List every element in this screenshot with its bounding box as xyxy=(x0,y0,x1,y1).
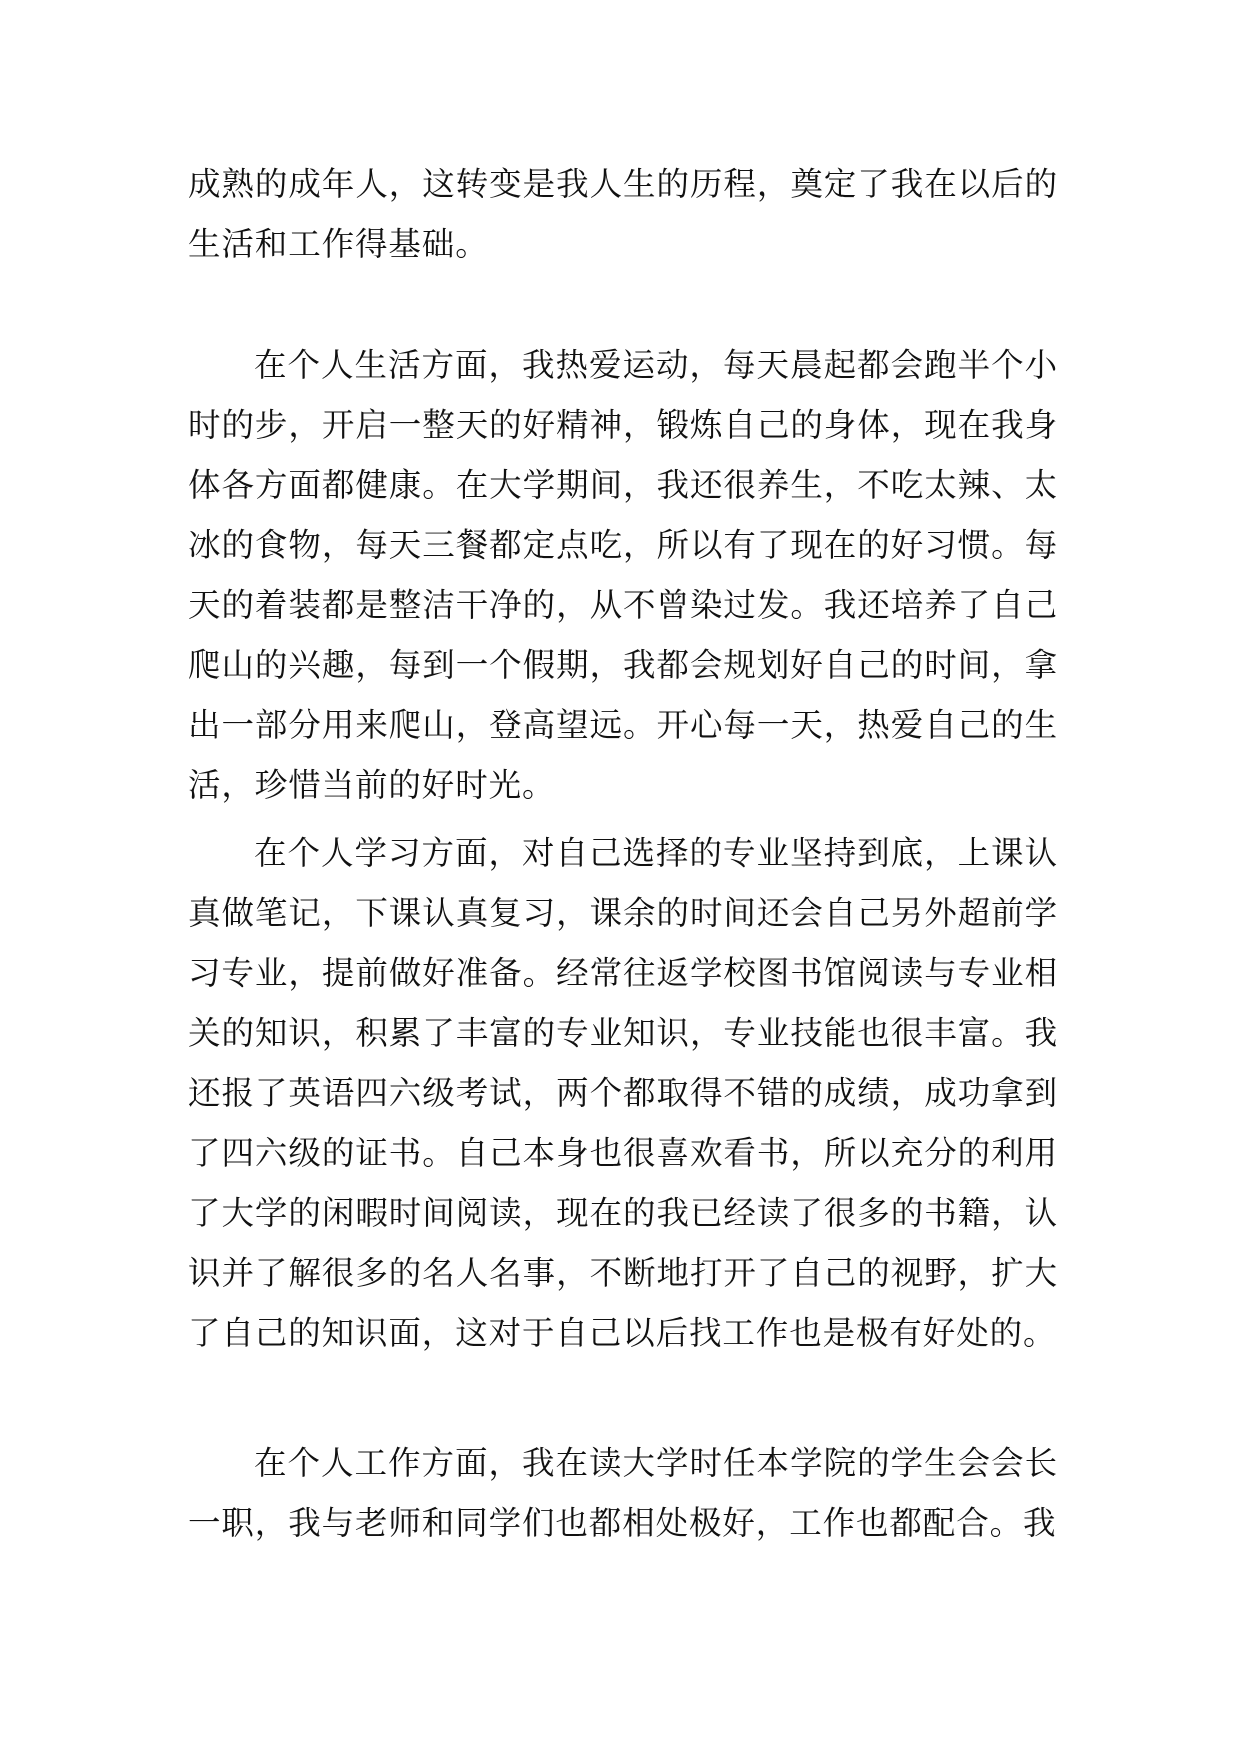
paragraph-personal-work: 在个人工作方面，我在读大学时任本学院的学生会会长一职，我与老师和同学们也都相处极好，工作也都配合。我 xyxy=(188,1444,1058,1542)
paragraph-personal-study: 在个人学习方面，对自己选择的专业坚持到底，上课认真做笔记，下课认真复习，课余的时间还会自己另外超前学习专业，提前做好准备。经常往返学校图书馆阅读与专业相关的知识，积累了丰富的专业知识，专业技能也很丰富。我还报了英语四六级考试，两个都取得不错的成绩，成功拿到了四六级的证书。自己本身也很喜欢看书，所以充分的利用了大学的闲暇时间阅读，现在的我已经读了很多的书籍，认识并了解很多的名人名事，不断地打开了自己的视野，扩大了自己的知识面，这对于自己以后找工作也是极有好处的。 xyxy=(188,834,1058,1352)
paragraph-personal-life: 在个人生活方面，我热爱运动，每天晨起都会跑半个小时的步，开启一整天的好精神，锻炼自己的身体，现在我身体各方面都健康。在大学期间，我还很养生，不吃太辣、太冰的食物，每天三餐都定点吃，所以有了现在的好习惯。每天的着装都是整洁干净的，从不曾染过发。我还培养了自己爬山的兴趣，每到一个假期，我都会规划好自己的时间，拿出一部分用来爬山，登高望远。开心每一天，热爱自己的生活，珍惜当前的好时光。 xyxy=(188,346,1058,804)
paragraph-continuation: 成熟的成年人，这转变是我人生的历程，奠定了我在以后的生活和工作得基础。 xyxy=(188,165,1058,263)
